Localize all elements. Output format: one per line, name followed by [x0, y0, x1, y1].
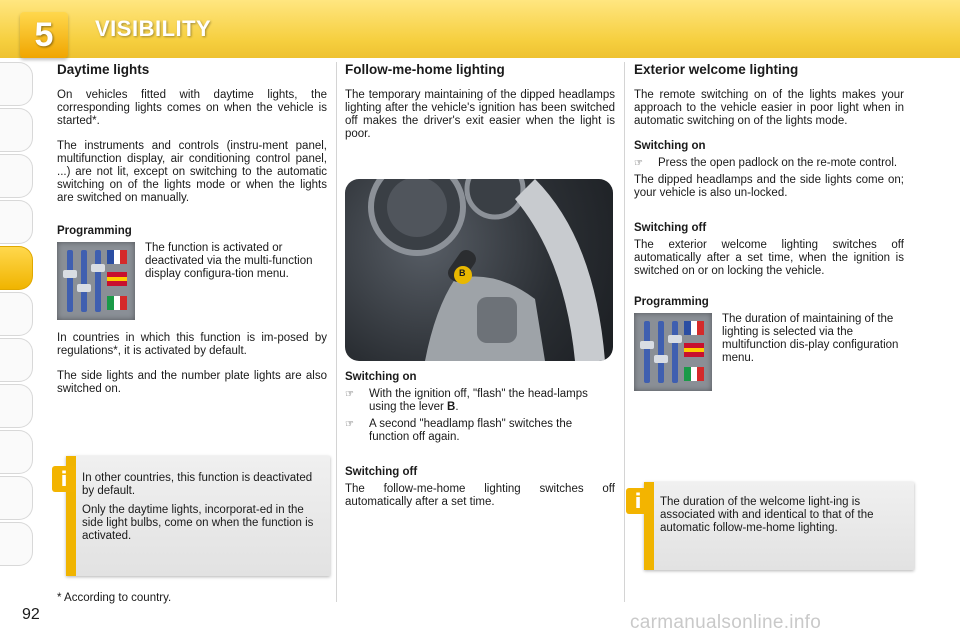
chapter-tab-10[interactable]: [0, 476, 33, 520]
chapter-tab-6[interactable]: [0, 292, 33, 336]
chapter-tab-7[interactable]: [0, 338, 33, 382]
follow-me-home-title: Follow-me-home lighting: [345, 62, 505, 77]
chapter-tab-11[interactable]: [0, 522, 33, 566]
info-icon: i: [52, 466, 76, 492]
pointing-hand-icon: ☞: [345, 389, 354, 400]
info-box: [66, 456, 330, 576]
page-title: VISIBILITY: [95, 16, 212, 41]
paragraph: In countries in which this function is im-posed by regulations*, it is activated by default.: [57, 332, 327, 357]
lighting-stalk-illustration: [345, 179, 613, 361]
footnote: * According to country.: [57, 592, 172, 604]
programming-row: [57, 242, 327, 320]
lever-b-label: B: [459, 268, 466, 278]
paragraph: The follow-me-home lighting switches off automatically after a set time.: [345, 483, 615, 508]
welcome-lighting-title: Exterior welcome lighting: [634, 62, 799, 77]
daytime-lights-title: Daytime lights: [57, 62, 150, 77]
column-divider: [624, 62, 625, 602]
programming-text: The function is activated or deactivated via the multi-function display configura-tion menu.: [145, 242, 313, 280]
chapter-tabs: [0, 62, 40, 582]
chapter-tab-3[interactable]: [0, 154, 33, 198]
bullet-text: With the ignition off, "flash" the head-lamps using the lever: [369, 388, 588, 413]
follow-me-home-column: [345, 62, 615, 521]
paragraph: The dipped headlamps and the side lights come on; your vehicle is also un-locked.: [634, 174, 904, 199]
display-settings-icon: [57, 242, 135, 320]
paragraph: The instruments and controls (instru-ment panel, multifunction display, air conditioning control panel, ...) are not lit, except on switching to the automatic switching on of the lights mode or when the lights are switched on manually.: [57, 140, 327, 204]
switching-off-heading: Switching off: [345, 466, 418, 478]
chapter-tab-1[interactable]: [0, 62, 33, 106]
info-text: In other countries, this function is deactivated by default.: [82, 472, 313, 497]
switching-off-heading: Switching off: [634, 222, 707, 234]
pointing-hand-icon: ☞: [634, 158, 643, 169]
page-number: 92: [22, 606, 40, 623]
daytime-lights-column: [57, 62, 327, 408]
paragraph: The side lights and the number plate lights are also switched on.: [57, 370, 327, 395]
chapter-tab-9[interactable]: [0, 430, 33, 474]
info-box: [644, 482, 914, 570]
programming-text: The duration of maintaining of the lighting is selected via the multifunction dis-play configuration menu.: [722, 313, 899, 364]
bullet-item: [345, 418, 615, 444]
lighting-stalk-photo: [345, 179, 613, 361]
chapter-tab-2[interactable]: [0, 108, 33, 152]
switching-on-heading: Switching on: [634, 140, 706, 152]
paragraph: The exterior welcome lighting switches off automatically after a set time, when the ignition is switched on or on locking the vehicle.: [634, 239, 904, 277]
chapter-tab-4[interactable]: [0, 200, 33, 244]
display-settings-icon: [634, 313, 712, 391]
bullet-end: .: [455, 401, 459, 413]
bullet-item: [345, 388, 615, 414]
paragraph: The temporary maintaining of the dipped headlamps lighting after the vehicle's ignition has been switched off makes the driver's exit easier when the light is poor.: [345, 89, 615, 140]
info-text: The duration of the welcome light-ing is associated with and identical to that of the automatic follow-me-home lighting.: [660, 496, 874, 534]
programming-heading: Programming: [634, 296, 709, 308]
pointing-hand-icon: ☞: [345, 419, 354, 430]
chapter-tab-5-active[interactable]: [0, 246, 33, 290]
lever-b-bold: B: [447, 401, 456, 413]
programming-row: [634, 313, 904, 391]
switching-on-heading: Switching on: [345, 371, 417, 383]
column-divider: [336, 62, 337, 602]
info-icon: i: [626, 488, 650, 514]
info-text: Only the daytime lights, incorporat-ed in the side light bulbs, come on when the function is activated.: [82, 504, 314, 542]
bullet-text: A second "headlamp flash" switches the function off again.: [369, 418, 573, 443]
chapter-tab-8[interactable]: [0, 384, 33, 428]
paragraph: On vehicles fitted with daytime lights, the corresponding lights comes on when the vehicle is started*.: [57, 89, 327, 127]
bullet-item: [634, 157, 904, 170]
paragraph: The remote switching on of the lights makes your approach to the vehicle easier in poor light when in automatic switching on of the lights mode.: [634, 89, 904, 127]
chapter-badge: 5: [20, 12, 68, 58]
welcome-lighting-column: [634, 62, 904, 403]
programming-heading: Programming: [57, 225, 132, 237]
watermark: carmanualsonline.info: [630, 612, 822, 633]
bullet-text: Press the open padlock on the re-mote control.: [658, 157, 898, 169]
